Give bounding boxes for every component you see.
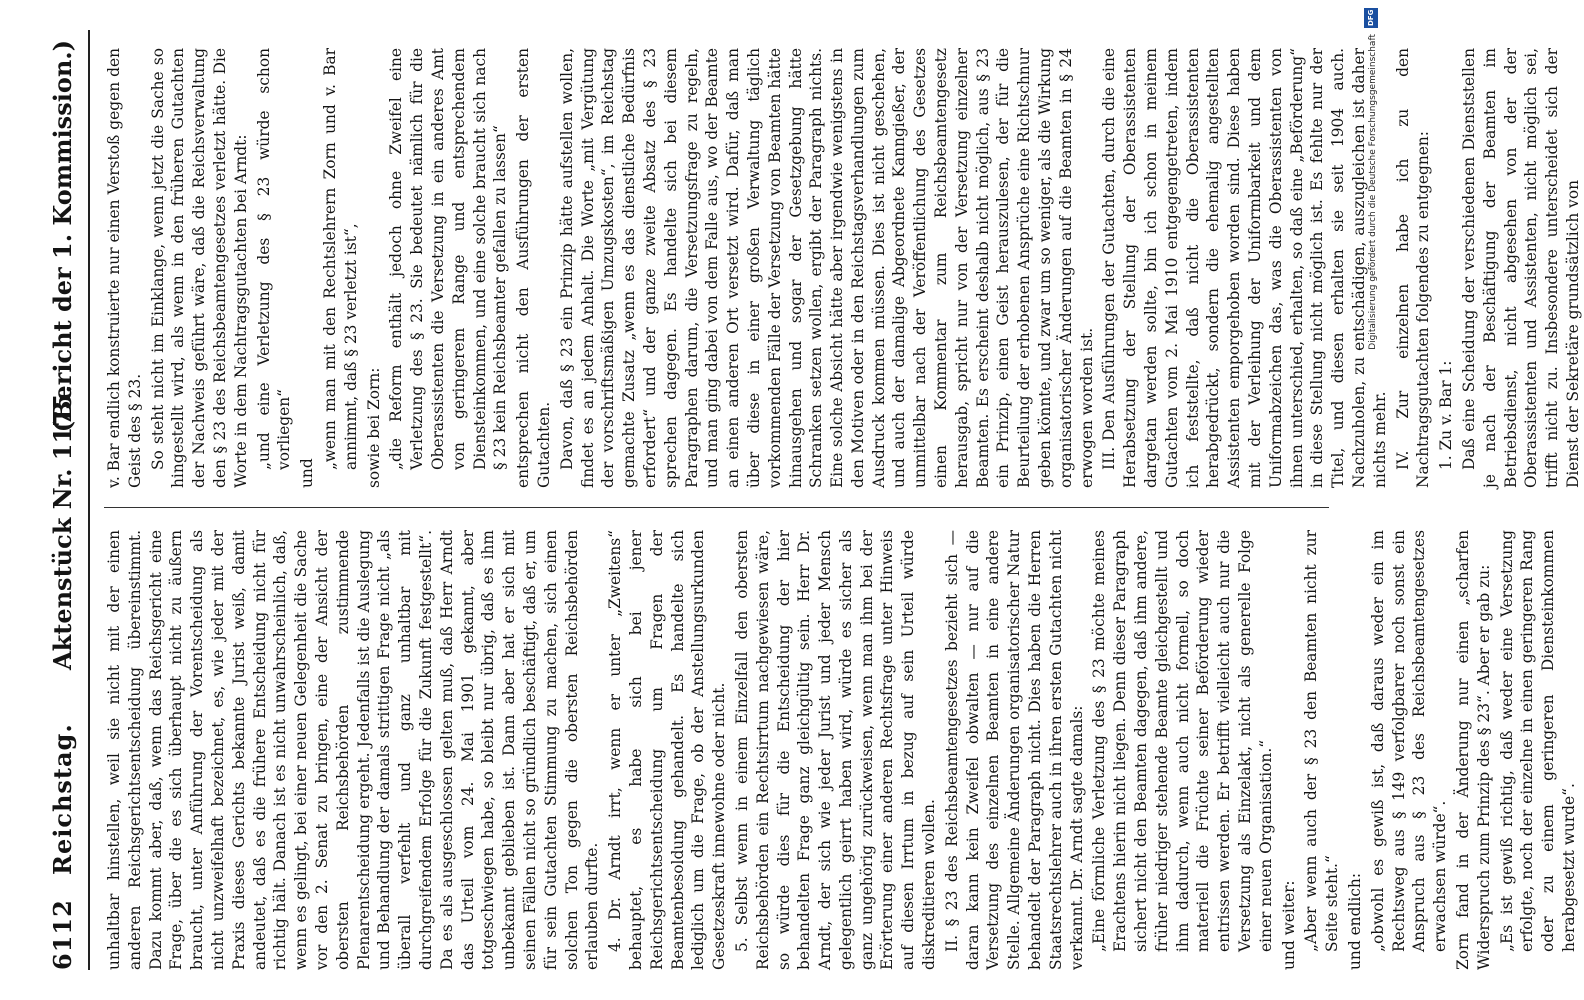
- paragraph: entsprechen nicht den Ausführungen der ersten Gutachten.: [514, 48, 553, 488]
- quotation: „Eine förmliche Verletzung des § 23 möchte meines Erachtens hierin nicht liegen. Denn dieser Paragraph sichert nicht den Beamten dagegen, daß ihm andere, früher niedriger stehende Beamte gleichgestellt und ihm dadurch, wenn auch nicht formell, so doch materiell die Früchte seiner Beförderung wieder entrissen werden. Er betrifft vielleicht auch nur die Versetzung als Einzelakt, nicht als generelle Folge einer neuen Organisation.“: [1090, 530, 1275, 952]
- quotation: „obwohl es gewiß ist, daß daraus weder ein im Rechtsweg aus § 149 verfolgbarer noch sonst ein Anspruch aus § 23 des Reichsbeamtengesetzes erwachsen würde“.: [1368, 530, 1450, 952]
- quotation: „Es ist gewiß richtig, daß weder eine Versetzung erfolgte, noch der einzelne in einen geringeren Rang oder zu einem geringeren Diensteinkommen herabgesetzt wurde“.: [1497, 530, 1578, 952]
- paragraph: II. § 23 des Reichsbeamtengesetzes bezieht sich — daran kann kein Zweifel obwalten — nur auf die Versetzung des einzelnen Beamten in eine andere Stelle. Allgemeine Änderungen organisatorischer Natur behandelt der Paragraph nicht. Dies haben die Herren Staatsrechtslehrer auch in ihren ersten Gutachten nicht verkannt. Dr. Arndt sagte damals:: [942, 530, 1086, 970]
- paragraph: sowie bei Zorn:: [364, 367, 383, 488]
- paragraph: 4. Dr. Arndt irrt, wenn er unter „Zweitens“ behauptet, es habe sich bei jener Reichsgerichtsentscheidung um Fragen der Beamtenbesoldung gehandelt. Es handelte sich lediglich um die Frage, ob der Anstellungsurkunden Gesetzeskraft innewohne oder nicht.: [606, 530, 729, 970]
- quotation: „wenn man mit den Rechtslehrern Zorn und v. Bar annimmt, daß § 23 verletzt ist“,: [320, 48, 360, 470]
- page-number: 6112: [48, 899, 77, 970]
- page-header: [42, 30, 90, 970]
- header-subtitle: (Bericht der 1. Kommission.): [48, 40, 77, 433]
- header-document: Aktenstück Nr. 1175.: [48, 385, 77, 670]
- paragraph: v. Bar endlich konstruierte nur einen Verstoß gegen den Geist des § 23.: [105, 48, 144, 488]
- header-org: Reichstag.: [48, 723, 77, 875]
- paragraph: 5. Selbst wenn in einem Einzelfall den obersten Reichsbehörden ein Rechtsirrtum nachgewiesen wäre, so würde dies für die Entscheidung der hier behandelten Frage ganz gleichgültig sein. Herr Dr. Arndt, der sich wie jeder Jurist und jeder Mensch gelegentlich geirrt haben wird, würde es sicher als ganz ungehörig zurückweisen, wenn man ihm bei der Erörterung einer anderen Rechtsfrage unter Hinweis auf diesen Irrtum in bezug auf sein Urteil würde diskreditieren wollen.: [732, 530, 939, 970]
- paragraph: unhaltbar hinstellen, weil sie nicht mit der einen anderen Reichsgerichtsentscheidung übereinstimmt. Dazu kommt aber, daß, wenn das Reichsgericht eine Frage, über die es sich überhaupt nicht zu äußern braucht, unter Anführung der Vorentscheidung als nicht unzweifelhaft bezeichnet, es, wie jeder mit der Praxis dieses Gerichts bekannte Jurist weiß, damit andeutet, daß es die frühere Entscheidung nicht für richtig hält. Danach ist es nicht unwahrscheinlich, daß, wenn es gelingt, bei einer neuen Gelegenheit die Sache vor den 2. Senat zu bringen, eine der Ansicht der obersten Reichsbehörden zustimmende Plenarentscheidung ergeht. Jedenfalls ist die Auslegung und Behandlung der damals strittigen Frage nicht „als überall verfehlt und ganz unhaltbar mit durchgreifendem Erfolge für die Zukunft festgestellt“. Da es als ausgeschlossen gelten muß, daß Herr Arndt das Urteil vom 24. Mai 1901 gekannt, aber totgeschwiegen habe, so bleibt nur übrig, daß es ihm unbekannt geblieben ist. Dann aber hat er sich mit seinen Fällen nicht so gründlich beschäftigt, daß er, um für sein Gutachten Stimmung zu machen, sich einen solchen Ton gegen die obersten Reichsbehörden erlauben durfte.: [105, 530, 602, 970]
- quotation: „und eine Verletzung des § 23 würde schon vorliegen“: [254, 48, 294, 470]
- paragraph: und weiter:: [1279, 880, 1298, 970]
- funding-note: Digitalisierung gefördert durch die Deutsche Forschungsgemeinschaft: [1368, 34, 1378, 350]
- paragraph: Daß eine Scheidung der verschiedenen Dienststellen je nach der Beschäftigung der Beamten im Betriebsdienst, nicht abgesehen von der der Oberassistenten und Assistenten, nicht möglich sei, trifft nicht zu. Insbesondere unterscheidet sich der Dienst der Sekretäre grundsätzlich von: [1460, 48, 1582, 488]
- paragraph: Davon, daß § 23 ein Prinzip hätte aufstellen wollen, findet es an jedem Anhalt. Die Worte „mit Vergütung der vorschriftsmäßigen Umzugskosten“, im Reichstag gemachte Zusatz „wenn es das dienstliche Bedürfnis erfordert“ und der ganze zweite Absatz des § 23 sprechen dagegen. Es handelte sich bei diesem Paragraphen darum, die Versetzungsfrage zu regeln, und man ging dabei von dem Falle aus, wo der Beamte an einen anderen Ort versetzt wird. Dafür, daß man über diese in einer großen Verwaltung täglich vorkommenden Fälle der Versetzung von Beamten hätte hinausgehen und sogar der Gesetzgebung hätte Schranken setzen wollen, ergibt der Paragraph nichts. Eine solche Absicht hätte aber irgendwie wenigstens in den Motiven oder in den Reichstagsverhandlungen zum Ausdruck kommen müssen. Dies ist nicht geschehen, und auch der damalige Abgeordnete Kanngießer, der unmittelbar nach der Veröffentlichung des Gesetzes einen Kommentar zum Reichsbeamtengesetz herausgab, spricht nur von der Versetzung einzelner Beamten. Es erscheint deshalb nicht möglich, aus § 23 ein Prinzip, einen Geist herauszulesen, der für die Beurteilung der erhobenen Ansprüche eine Richtschnur geben könnte, und zwar um so weniger, als die Wirkung organisatorischer Änderungen auf die Beamten in § 24 erwogen worden ist.: [557, 48, 1096, 488]
- paragraph: und: [298, 458, 317, 488]
- paragraph: und endlich:: [1346, 872, 1365, 970]
- quotation: „die Reform enthält jedoch ohne Zweifel eine Verletzung des § 23. Sie bedeutet nämlich für die Oberassistenten die Versetzung in ein anderes Amt von geringerem Range und entsprechendem Diensteinkommen, und eine solche braucht sich nach § 23 kein Reichsbeamter gefallen zu lassen“: [387, 48, 510, 470]
- paragraph: So steht nicht im Einklange, wenn jetzt die Sache so hingestellt wird, als wenn in den früheren Gutachten der Nachweis geführt wäre, daß die Reichsverwaltung den § 23 des Reichsbeamtengesetzes verletzt hätte. Die Worte in dem Nachtragsgutachten bei Arndt:: [148, 48, 250, 488]
- paragraph: III. Den Ausführungen der Gutachten, durch die eine Herabsetzung der Stellung der Oberassistenten dargetan werden sollte, bin ich schon in meinem Gutachten vom 2. Mai 1910 entgegengetreten, indem ich feststellte, daß nicht die Oberassistenten herabgedrückt, sondern die ehemalig angestellten Assistenten emporgehoben worden sind. Diese haben mit der Verleihung der Uniformbarkeit und dem Uniformabzeichen das, was die Oberassistenten von ihnen unterschied, erhalten, so daß eine „Beförderung“ in diese Stellung nicht möglich ist. Es fehlte nur der Titel, und diesen erhalten sie seit 1904 auch. Nachzuholen, zu entschädigen, auszugleichen ist daher nichts mehr.: [1100, 48, 1389, 488]
- paragraph: 1. Zu v. Bar 1:: [1437, 360, 1456, 470]
- left-column: [104, 530, 1578, 970]
- paragraph: IV. Zur einzelnen habe ich zu den Nachtragsgutachten folgendes zu entgegnen:: [1393, 48, 1433, 488]
- quotation: „Aber wenn auch der § 23 den Beamten nicht zur Seite steht.“: [1302, 530, 1342, 952]
- digitization-sidebar: [1363, 0, 1381, 1000]
- paragraph: Zorn fand in der Änderung nur einen „scharfen Widerspruch zum Prinzip des § 23“. Aber er gab zu:: [1454, 530, 1493, 970]
- dfg-logo: DFG: [1364, 8, 1378, 28]
- column-divider: [104, 507, 1329, 508]
